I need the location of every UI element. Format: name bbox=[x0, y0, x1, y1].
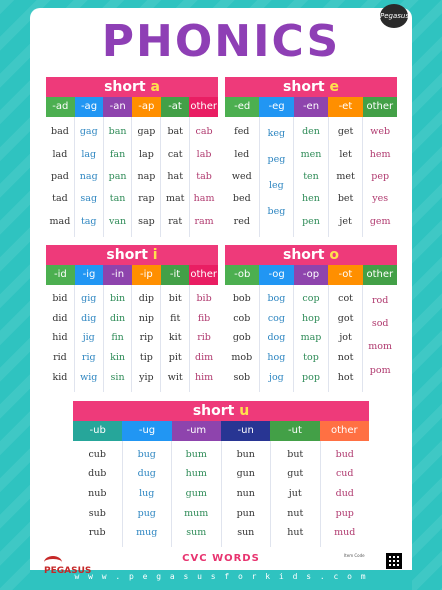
panel-heading bbox=[225, 245, 397, 265]
word-cell: bat bbox=[167, 126, 184, 138]
word-cell: nip bbox=[138, 312, 155, 324]
column-header: -ob bbox=[225, 265, 259, 285]
word-cell: hem bbox=[369, 148, 391, 160]
word-cell: dig bbox=[81, 312, 97, 324]
column-header: -ot bbox=[328, 265, 362, 285]
word-column bbox=[131, 285, 160, 392]
word-cell: gob bbox=[232, 332, 251, 344]
word-cell: peg bbox=[267, 154, 286, 165]
word-cell: nag bbox=[79, 170, 98, 182]
word-cell: bum bbox=[185, 448, 207, 460]
word-cell: tab bbox=[196, 170, 212, 182]
word-column bbox=[74, 117, 103, 237]
word-column bbox=[103, 285, 132, 392]
panel-heading-label: short bbox=[192, 403, 235, 419]
word-cell: leg bbox=[269, 180, 284, 191]
word-column bbox=[259, 117, 294, 237]
word-cell: lad bbox=[52, 148, 68, 160]
word-column bbox=[259, 285, 294, 392]
word-column bbox=[46, 117, 74, 237]
word-cell: mom bbox=[368, 341, 393, 353]
word-cell: tag bbox=[80, 215, 97, 227]
word-cell: sum bbox=[186, 527, 207, 539]
panel-heading-vowel: u bbox=[239, 403, 250, 419]
word-cell: did bbox=[52, 312, 68, 324]
word-cell: nun bbox=[236, 487, 255, 499]
word-cell: red bbox=[233, 215, 250, 227]
column-header: -it bbox=[161, 265, 190, 285]
word-cell: pen bbox=[302, 215, 320, 227]
word-cell: beg bbox=[267, 206, 286, 217]
word-cell: gun bbox=[236, 468, 255, 480]
panel-heading-label: short bbox=[282, 247, 325, 263]
word-cell: gut bbox=[287, 468, 304, 480]
word-cell: mum bbox=[184, 507, 209, 519]
word-grid bbox=[225, 117, 397, 237]
word-cell: pun bbox=[236, 507, 255, 519]
word-cell: pom bbox=[369, 364, 391, 376]
panel-heading-label: short bbox=[283, 79, 325, 95]
word-cell: dug bbox=[137, 468, 156, 480]
word-cell: tan bbox=[109, 193, 126, 205]
word-cell: cub bbox=[88, 448, 107, 460]
column-header-row bbox=[73, 421, 369, 441]
word-cell: top bbox=[303, 352, 319, 364]
word-cell: mug bbox=[136, 527, 158, 539]
word-cell: sun bbox=[237, 527, 255, 539]
column-header: -un bbox=[221, 421, 270, 441]
word-cell: hum bbox=[185, 468, 207, 480]
column-header: -an bbox=[103, 97, 132, 117]
word-cell: wig bbox=[80, 372, 98, 384]
word-cell: bob bbox=[232, 292, 251, 304]
column-header: -ub bbox=[73, 421, 122, 441]
word-cell: pug bbox=[137, 507, 156, 519]
word-cell: kin bbox=[110, 352, 126, 364]
word-cell: jut bbox=[288, 487, 302, 499]
word-cell: cot bbox=[338, 292, 353, 304]
word-cell: fib bbox=[197, 312, 211, 324]
column-header-row bbox=[225, 265, 397, 285]
word-column bbox=[122, 441, 172, 547]
panel-short-a bbox=[46, 77, 218, 237]
column-header: other bbox=[363, 265, 397, 285]
word-cell: pad bbox=[51, 170, 69, 182]
word-cell: van bbox=[108, 215, 127, 227]
column-header-row bbox=[46, 97, 218, 117]
word-cell: mud bbox=[334, 527, 356, 539]
word-cell: dog bbox=[267, 332, 286, 344]
word-cell: get bbox=[337, 126, 354, 138]
word-column bbox=[328, 285, 363, 392]
word-cell: sag bbox=[80, 193, 98, 205]
column-header: -ig bbox=[75, 265, 104, 285]
word-cell: met bbox=[336, 170, 355, 182]
panel-heading-vowel: o bbox=[329, 247, 339, 263]
word-cell: jog bbox=[269, 372, 284, 384]
word-cell: hot bbox=[337, 372, 354, 384]
word-cell: dub bbox=[88, 468, 107, 480]
column-header: -ug bbox=[122, 421, 171, 441]
word-cell: bid bbox=[52, 292, 68, 304]
word-column bbox=[320, 441, 370, 547]
word-cell: rap bbox=[138, 193, 155, 205]
column-header: -et bbox=[328, 97, 362, 117]
column-header: -ip bbox=[132, 265, 161, 285]
word-cell: sap bbox=[138, 215, 155, 227]
word-cell: sin bbox=[110, 372, 125, 384]
word-cell: gum bbox=[185, 487, 207, 499]
word-column bbox=[362, 285, 397, 392]
word-cell: cog bbox=[267, 312, 285, 324]
word-cell: mad bbox=[49, 215, 71, 227]
page-title: PHONICS bbox=[101, 16, 341, 67]
word-cell: kit bbox=[168, 332, 182, 344]
word-column bbox=[225, 285, 259, 392]
column-header: other bbox=[189, 97, 218, 117]
word-column bbox=[103, 117, 132, 237]
word-column bbox=[225, 117, 259, 237]
word-cell: sod bbox=[371, 318, 389, 330]
word-cell: bug bbox=[137, 448, 156, 460]
column-header: -um bbox=[172, 421, 221, 441]
panel-heading-vowel: e bbox=[329, 79, 339, 95]
word-cell: rid bbox=[53, 352, 67, 364]
column-header: other bbox=[189, 265, 218, 285]
column-header-row bbox=[225, 97, 397, 117]
word-cell: bud bbox=[335, 448, 354, 460]
word-grid bbox=[73, 441, 369, 547]
word-cell: rat bbox=[168, 215, 183, 227]
word-column bbox=[362, 117, 397, 237]
column-header: -op bbox=[294, 265, 328, 285]
panel-heading bbox=[46, 77, 218, 97]
word-cell: yip bbox=[139, 372, 154, 384]
word-cell: pan bbox=[108, 170, 127, 182]
column-header: -og bbox=[259, 265, 293, 285]
word-cell: dim bbox=[194, 352, 214, 364]
word-cell: gag bbox=[79, 126, 98, 138]
word-grid bbox=[46, 117, 218, 237]
word-cell: wed bbox=[231, 170, 252, 182]
word-cell: jig bbox=[82, 332, 95, 344]
word-cell: cob bbox=[233, 312, 251, 324]
word-grid bbox=[225, 285, 397, 392]
item-code-text: Item Code bbox=[344, 553, 365, 558]
column-header: -en bbox=[294, 97, 328, 117]
panel-short-i bbox=[46, 245, 218, 392]
word-cell: pit bbox=[168, 352, 182, 364]
word-column bbox=[270, 441, 320, 547]
panel-heading-vowel: a bbox=[150, 79, 160, 95]
column-header: -ed bbox=[225, 97, 259, 117]
word-cell: den bbox=[302, 126, 320, 138]
word-cell: fit bbox=[170, 312, 181, 324]
brand-logo: Pegasus bbox=[380, 4, 408, 28]
column-header: -id bbox=[46, 265, 75, 285]
word-cell: dud bbox=[335, 487, 354, 499]
word-cell: map bbox=[300, 332, 322, 344]
word-cell: bog bbox=[267, 292, 286, 304]
word-cell: bed bbox=[232, 193, 251, 205]
column-header: other bbox=[320, 421, 369, 441]
word-cell: rub bbox=[88, 527, 106, 539]
word-column bbox=[73, 441, 122, 547]
column-header-row bbox=[46, 265, 218, 285]
word-column bbox=[46, 285, 74, 392]
word-cell: jet bbox=[339, 215, 352, 227]
word-cell: gig bbox=[81, 292, 97, 304]
word-cell: not bbox=[337, 352, 354, 364]
word-cell: hog bbox=[267, 352, 286, 364]
word-cell: tip bbox=[139, 352, 153, 364]
word-grid bbox=[46, 285, 218, 392]
word-column bbox=[160, 285, 189, 392]
word-cell: nub bbox=[88, 487, 107, 499]
word-cell: led bbox=[234, 148, 250, 160]
panel-heading bbox=[225, 77, 397, 97]
word-cell: lag bbox=[81, 148, 97, 160]
word-cell: fed bbox=[234, 126, 250, 138]
word-cell: hop bbox=[302, 312, 320, 324]
panel-short-e bbox=[225, 77, 397, 237]
word-cell: bun bbox=[236, 448, 255, 460]
word-cell: rip bbox=[139, 332, 154, 344]
column-header: -ag bbox=[75, 97, 104, 117]
word-cell: ram bbox=[194, 215, 214, 227]
word-cell: lap bbox=[139, 148, 154, 160]
panel-short-o bbox=[225, 245, 397, 392]
word-cell: nut bbox=[287, 507, 304, 519]
word-cell: bib bbox=[196, 292, 212, 304]
brand-name: PEGASUS bbox=[44, 566, 92, 576]
word-cell: mat bbox=[165, 193, 185, 205]
qr-code-icon bbox=[386, 553, 402, 569]
column-header: -ad bbox=[46, 97, 75, 117]
word-cell: lug bbox=[139, 487, 155, 499]
word-cell: sub bbox=[88, 507, 106, 519]
word-column bbox=[131, 117, 160, 237]
column-header: -at bbox=[161, 97, 190, 117]
word-cell: but bbox=[287, 448, 304, 460]
panel-heading-label: short bbox=[104, 79, 146, 95]
word-cell: rod bbox=[372, 294, 389, 306]
word-cell: jot bbox=[339, 332, 352, 344]
word-cell: fin bbox=[111, 332, 124, 344]
word-column bbox=[328, 117, 363, 237]
word-cell: pop bbox=[302, 372, 320, 384]
word-cell: ham bbox=[193, 193, 215, 205]
column-header: -eg bbox=[259, 97, 293, 117]
panel-heading bbox=[73, 401, 369, 421]
word-column bbox=[160, 117, 189, 237]
word-cell: bin bbox=[109, 292, 126, 304]
word-cell: yes bbox=[372, 193, 389, 205]
word-cell: him bbox=[194, 372, 214, 384]
word-cell: hut bbox=[287, 527, 304, 539]
word-cell: keg bbox=[267, 128, 286, 139]
word-cell: cab bbox=[195, 126, 213, 138]
word-column bbox=[293, 117, 328, 237]
cvc-words-label: CVC WORDS bbox=[182, 553, 260, 564]
word-cell: pup bbox=[335, 507, 354, 519]
word-column bbox=[221, 441, 271, 547]
word-cell: fan bbox=[109, 148, 126, 160]
word-cell: cop bbox=[302, 292, 320, 304]
word-cell: lab bbox=[196, 148, 212, 160]
word-cell: sob bbox=[233, 372, 251, 384]
word-cell: bad bbox=[51, 126, 69, 138]
word-cell: wit bbox=[167, 372, 183, 384]
word-cell: rib bbox=[197, 332, 211, 344]
panel-short-u bbox=[73, 401, 369, 547]
column-header: -ut bbox=[270, 421, 319, 441]
word-cell: web bbox=[370, 126, 391, 138]
word-cell: men bbox=[300, 148, 322, 160]
word-cell: bet bbox=[337, 193, 354, 205]
word-cell: hen bbox=[302, 193, 320, 205]
word-cell: ten bbox=[303, 170, 319, 182]
word-cell: din bbox=[109, 312, 126, 324]
word-cell: got bbox=[337, 312, 354, 324]
column-header: -in bbox=[103, 265, 132, 285]
panel-heading bbox=[46, 245, 218, 265]
website-url: w w w . p e g a s u s f o r k i d s . c o m bbox=[74, 572, 368, 581]
word-cell: tad bbox=[52, 193, 68, 205]
column-header: other bbox=[363, 97, 397, 117]
word-column bbox=[74, 285, 103, 392]
word-cell: rig bbox=[81, 352, 96, 364]
word-cell: ban bbox=[108, 126, 127, 138]
word-cell: let bbox=[339, 148, 352, 160]
panel-heading-label: short bbox=[106, 247, 148, 263]
panel-heading-vowel: i bbox=[152, 247, 158, 263]
word-cell: cat bbox=[167, 148, 183, 160]
word-cell: gem bbox=[369, 215, 391, 227]
word-cell: hat bbox=[167, 170, 184, 182]
column-header: -ap bbox=[132, 97, 161, 117]
word-column bbox=[293, 285, 328, 392]
word-cell: kid bbox=[52, 372, 68, 384]
word-column bbox=[171, 441, 221, 547]
word-cell: gap bbox=[137, 126, 156, 138]
word-column bbox=[189, 117, 218, 237]
word-cell: bit bbox=[168, 292, 182, 304]
word-column bbox=[189, 285, 218, 392]
word-cell: hid bbox=[52, 332, 68, 344]
word-cell: cud bbox=[335, 468, 354, 480]
word-cell: pep bbox=[371, 170, 390, 182]
word-cell: dip bbox=[138, 292, 154, 304]
word-cell: mob bbox=[231, 352, 253, 364]
word-cell: nap bbox=[137, 170, 156, 182]
